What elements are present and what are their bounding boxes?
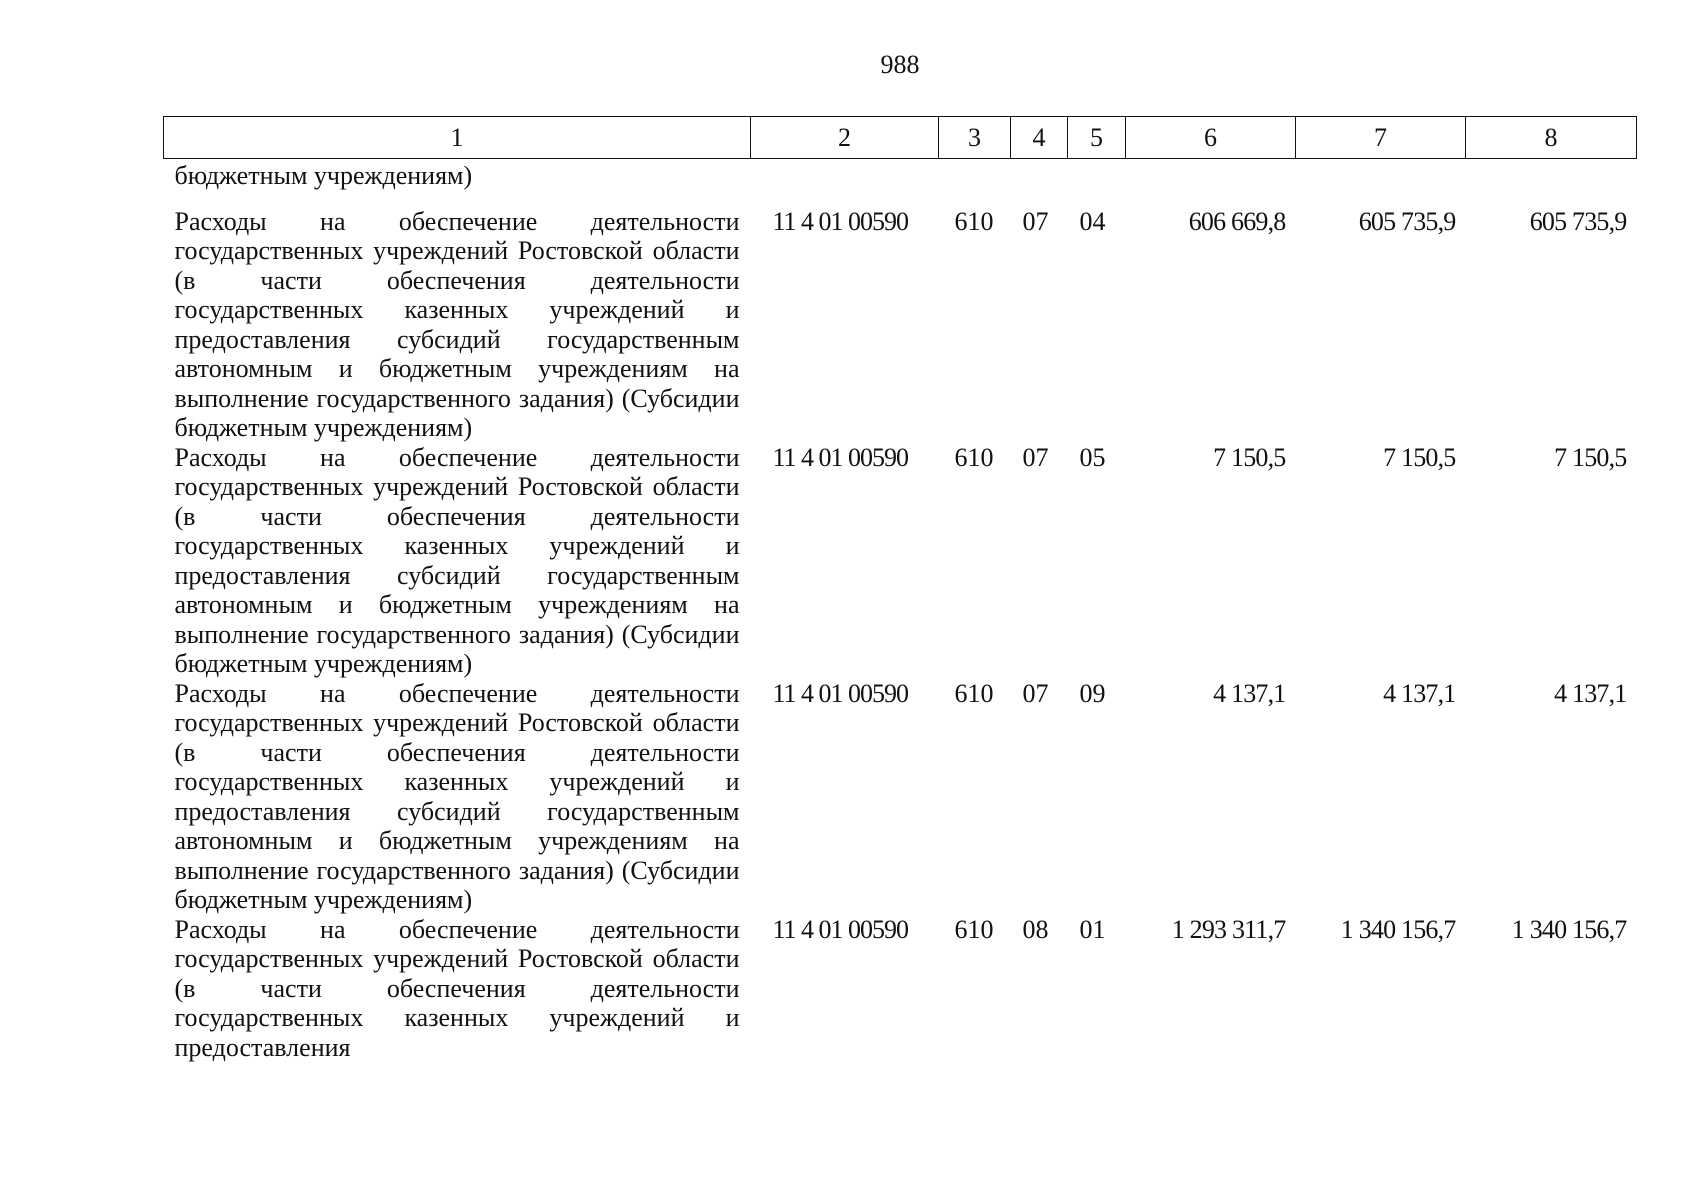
- row-expense-type: 610: [954, 678, 994, 708]
- row-expense-type: 610: [954, 442, 994, 472]
- row-description: Расходы на обеспечение деятельности государственных учреждений Ростовской области (в части обеспечения деятельности государственных казенных учреждений и предоставления субсидий государственным автономным и бюджетным учреждениям на выполнение государственного задания) (Субсидии бюджетным учреждениям): [174, 442, 740, 678]
- header-col-6: 6: [1126, 117, 1296, 159]
- row-target-code: 11 4 01 00590: [772, 206, 909, 236]
- row-amount-col-6: 606 669,8: [1188, 206, 1286, 236]
- row-amount-col-6: 1 293 311,7: [1171, 914, 1286, 944]
- row-subsection: 05: [1079, 442, 1106, 472]
- row-description: Расходы на обеспечение деятельности государственных учреждений Ростовской области (в части обеспечения деятельности государственных казенных учреждений и предоставления субсидий государственным автономным и бюджетным учреждениям на выполнение государственного задания) (Субсидии бюджетным учреждениям): [174, 678, 740, 914]
- row-amount-col-6: 7 150,5: [1213, 442, 1286, 472]
- table-row: [164, 915, 1637, 1063]
- header-col-8: 8: [1466, 117, 1637, 159]
- row-amount-col-8: 605 735,9: [1529, 206, 1627, 236]
- row-expense-type: 610: [954, 914, 994, 944]
- table-row: [164, 443, 1637, 679]
- row-description: Расходы на обеспечение деятельности государственных учреждений Ростовской области (в части обеспечения деятельности государственных казенных учреждений и предоставления: [174, 914, 740, 1062]
- header-col-2: 2: [751, 117, 939, 159]
- row-subsection: 04: [1079, 206, 1106, 236]
- header-col-3: 3: [939, 117, 1011, 159]
- header-col-4: 4: [1011, 117, 1068, 159]
- row-subsection: 01: [1079, 914, 1106, 944]
- row-amount-col-7: 1 340 156,7: [1340, 914, 1456, 944]
- table-row: [164, 191, 1637, 443]
- table-row: [164, 679, 1637, 915]
- row-amount-col-7: 4 137,1: [1383, 678, 1456, 708]
- continuation-text: бюджетным учреждениям): [174, 161, 473, 190]
- row-target-code: 11 4 01 00590: [772, 678, 909, 708]
- row-section: 07: [1022, 678, 1049, 708]
- row-amount-col-7: 7 150,5: [1383, 442, 1456, 472]
- continuation-row: [164, 159, 1637, 191]
- row-target-code: 11 4 01 00590: [772, 914, 909, 944]
- row-amount-col-8: 7 150,5: [1554, 442, 1627, 472]
- header-col-7: 7: [1296, 117, 1466, 159]
- row-amount-col-8: 4 137,1: [1554, 678, 1627, 708]
- row-section: 07: [1022, 442, 1049, 472]
- row-section: 07: [1022, 206, 1049, 236]
- row-amount-col-8: 1 340 156,7: [1511, 914, 1627, 944]
- row-subsection: 09: [1079, 678, 1106, 708]
- header-row: [164, 117, 1637, 159]
- row-amount-col-7: 605 735,9: [1358, 206, 1456, 236]
- page-number: 988: [880, 50, 920, 79]
- row-description: Расходы на обеспечение деятельности государственных учреждений Ростовской области (в части обеспечения деятельности государственных казенных учреждений и предоставления субсидий государственным автономным и бюджетным учреждениям на выполнение государственного задания) (Субсидии бюджетным учреждениям): [174, 206, 740, 442]
- row-amount-col-6: 4 137,1: [1213, 678, 1286, 708]
- header-col-1: 1: [164, 117, 751, 159]
- row-section: 08: [1022, 914, 1049, 944]
- budget-table: [163, 116, 1637, 1062]
- row-target-code: 11 4 01 00590: [772, 442, 909, 472]
- header-col-5: 5: [1068, 117, 1126, 159]
- row-expense-type: 610: [954, 206, 994, 236]
